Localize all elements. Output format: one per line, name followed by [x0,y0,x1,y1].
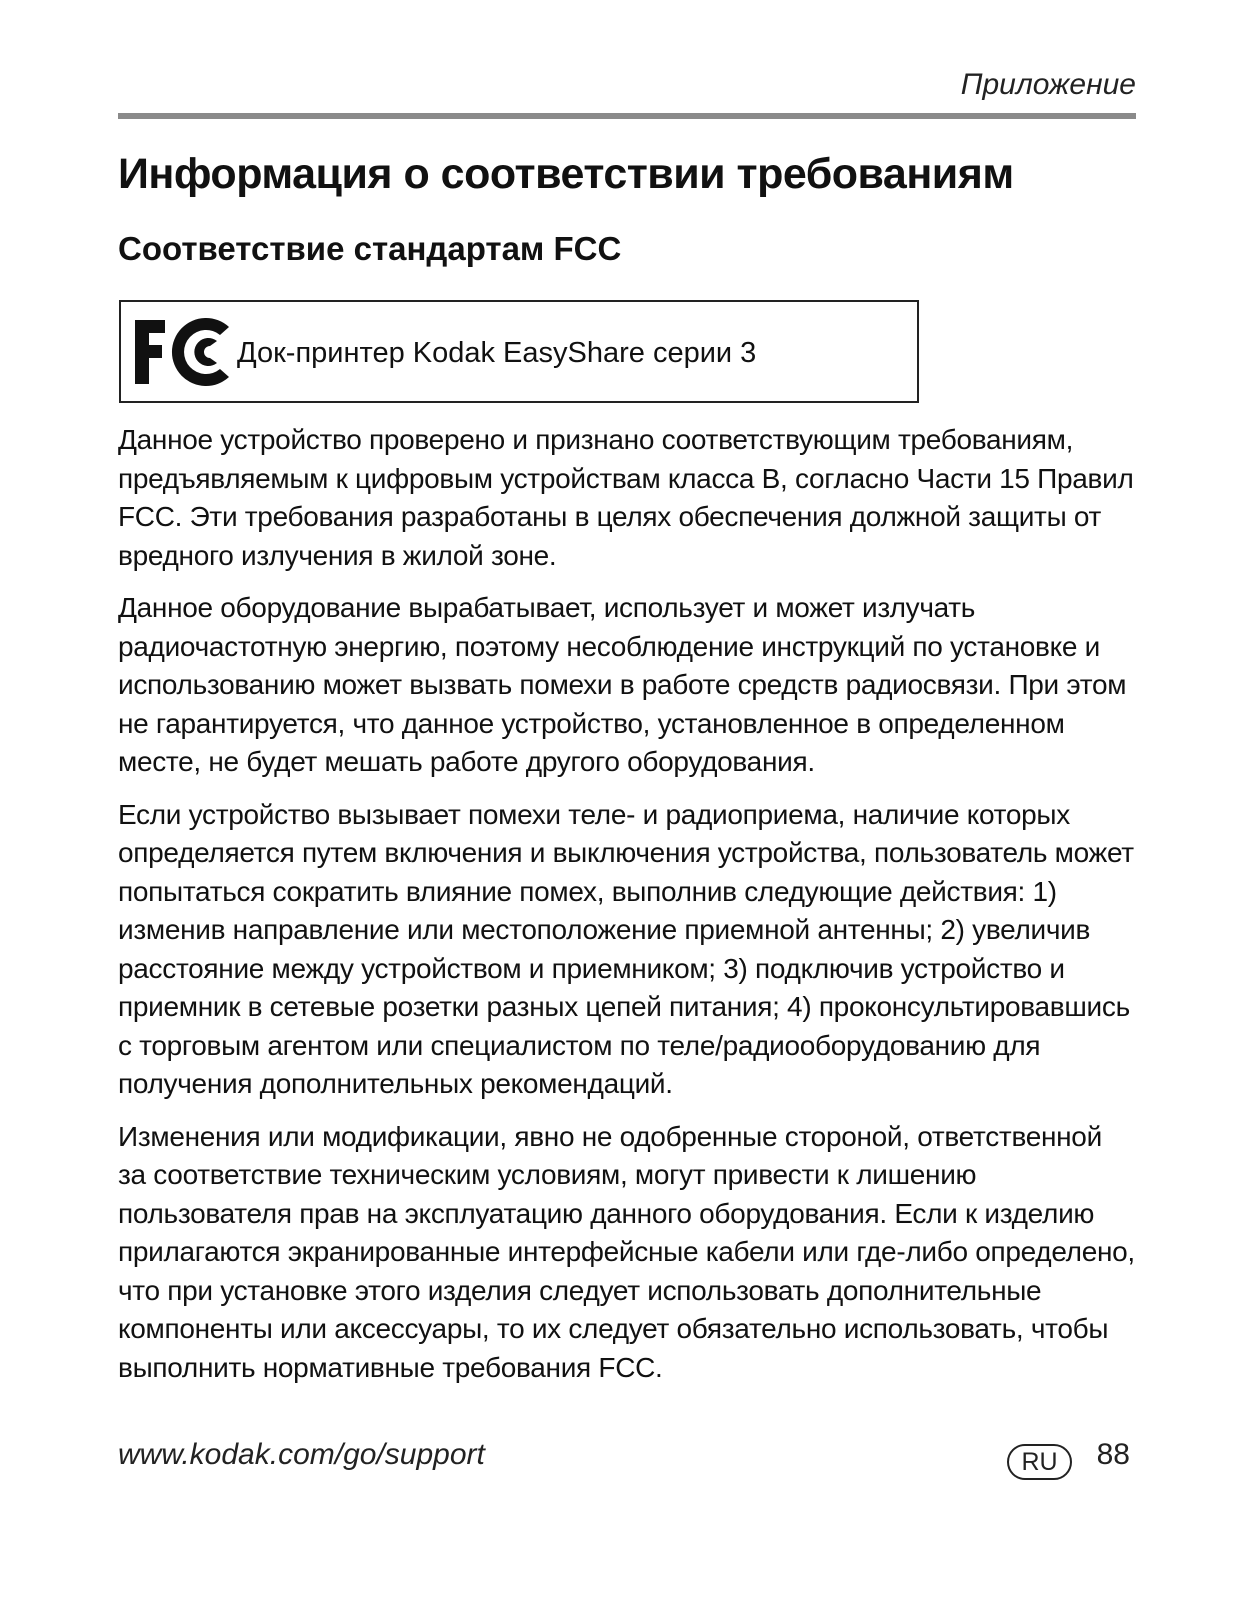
paragraph-modifications: Изменения или модификации, явно не одобренные стороной, ответственной за соответствие техническим условиям, могут привести к лишению пользователя прав на эксплуатацию данного оборудования. Если к изделию прилагаются экранированные интерфейсные кабели или где-либо определено, что при установке этого изделия следует использовать дополнительные компоненты или аксессуары, то их следует обязательно использовать, чтобы выполнить нормативные требования FCC. [118,1120,1135,1383]
language-badge: RU [1007,1444,1072,1480]
paragraph-radio-energy: Данное оборудование вырабатывает, использует и может излучать радиочастотную энергию, поэтому несоблюдение инструкций по установке и использованию может вызвать помехи в работе средств радиосвязи. При этом не гарантируется, что данное устройство, установленное в определенном месте, не будет мешать работе другого оборудования. [118,592,1127,777]
fcc-logo-icon [131,316,231,388]
body-text [118,421,1136,1401]
paragraph-interference: Если устройство вызывает помехи теле- и радиоприема, наличие которых определяется путем включения и выключения устройства, пользователь может попытаться сократить влияние помех, выполнив следующие действия: 1) изменив направление или местоположение приемной антенны; 2) увеличив расстояние между устройством и приемником; 3) подключив устройство и приемник в сетевые розетки разных цепей питания; 4) проконсультировавшись с торговым агентом или специалистом по теле/радиооборудованию для получения дополнительных рекомендаций. [118,798,1134,1099]
section-header: Приложение [960,68,1136,101]
document-page [118,0,1136,1600]
page-title: Информация о соответствии требованиям [118,150,1014,198]
support-link[interactable]: www.kodak.com/go/support [118,1438,485,1471]
page-number: 88 [1096,1438,1130,1471]
fcc-product-name: Док-принтер Kodak EasyShare серии 3 [237,337,757,369]
section-subtitle: Соответствие стандартам FCC [118,230,622,267]
paragraph-compliance: Данное устройство проверено и признано соответствующим требованиям, предъявляемым к цифровым устройствам класса B, согласно Части 15 Правил FCC. Эти требования разработаны в целях обеспечения должной защиты от вредного излучения в жилой зоне. [118,424,1134,571]
fcc-compliance-box [119,300,919,403]
header-rule [118,113,1136,119]
